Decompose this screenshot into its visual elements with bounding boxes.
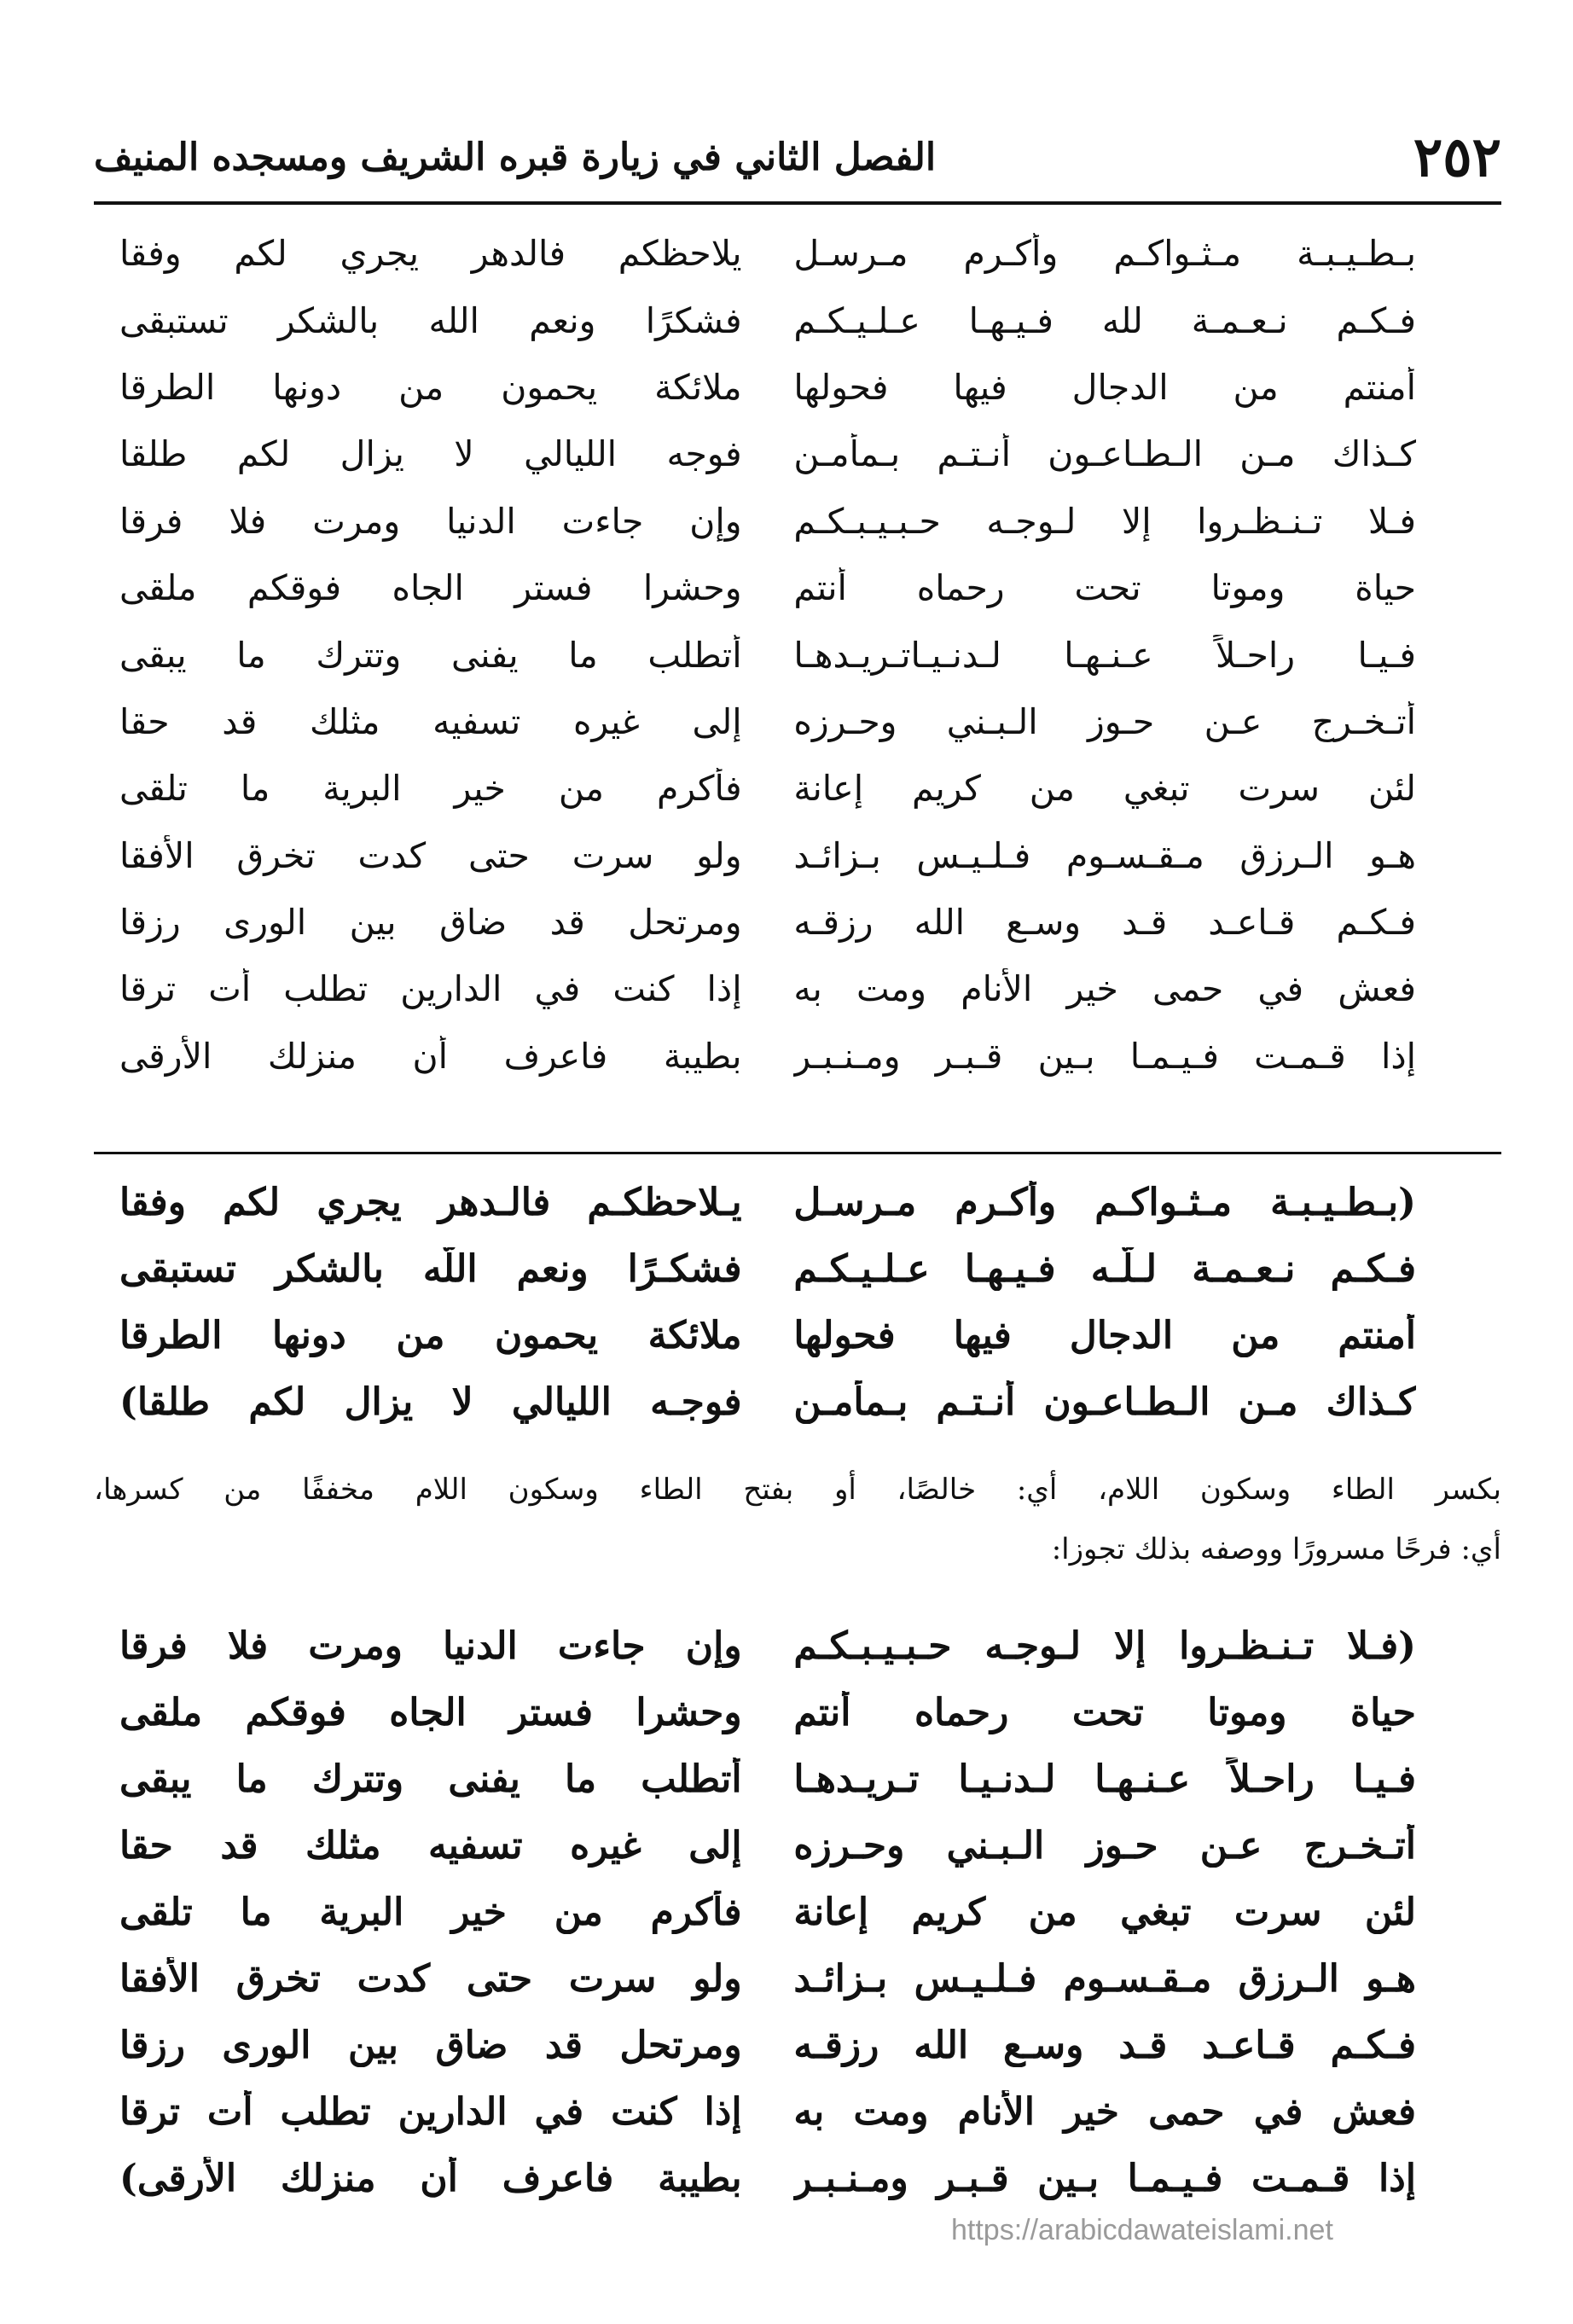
verse xyxy=(119,488,1416,555)
hemistich-first: فعش في حمى خير الأنام ومت به xyxy=(793,968,1416,1010)
page-header xyxy=(94,119,1501,196)
watermark-url: https://arabicdawateislami.net xyxy=(951,2214,1333,2246)
verse xyxy=(119,2145,1416,2211)
verse xyxy=(119,555,1416,621)
hemistich-second: ولو سرت حتى كدت تخرق الأفقا xyxy=(119,1956,742,2001)
hemistich-second: فشكـرًا ونعم اللّه بالشكر تستبقى xyxy=(119,1246,742,1291)
verse xyxy=(119,822,1416,889)
hemistich-first: كـذاك مـن الـطـاعـون أنـتـم بـمأمـن xyxy=(793,1380,1416,1424)
hemistich-second: وحشرا فستر الجاه فوقكم ملقى xyxy=(119,1690,742,1734)
verse xyxy=(119,2078,1416,2145)
header-rule xyxy=(94,201,1501,205)
poem-commentary-quote-1 xyxy=(119,1169,1416,1435)
hemistich-second: يلاحظكم فالدهر يجري لكم وفقا xyxy=(119,233,742,275)
hemistich-second: يـلاحظكـم فالـدهر يجري لكم وفقا xyxy=(119,1180,742,1224)
hemistich-second: إلى غيره تسفيه مثلك قد حقا xyxy=(119,1823,742,1868)
hemistich-first: فـيـا راحـلاً عـنـهـا لـدنـيـا تـريـدهـا xyxy=(793,1757,1416,1801)
poem-commentary-quote-2 xyxy=(119,1612,1416,2278)
hemistich-first: فعش في حمى خير الأنام ومت به xyxy=(793,2089,1416,2134)
verse xyxy=(119,1679,1416,1746)
hemistich-second: ومرتحل قد ضاق بين الورى رزقا xyxy=(119,2023,742,2067)
hemistich-first: لئن سرت تبغي من كريم إعانة xyxy=(793,1890,1416,1934)
verse xyxy=(119,1746,1416,1812)
hemistich-first: أتـخـرج عـن حـوز الـبـني وحـرزه xyxy=(793,700,1416,742)
verse xyxy=(119,354,1416,421)
hemistich-first: فـيـا راحـلاً عـنـهـا لـدنـيـاتـريـدهـا xyxy=(793,634,1416,676)
verse xyxy=(119,889,1416,956)
verse xyxy=(119,956,1416,1022)
commentary-line: بكسر الطاء وسكون اللام، أي: خالصًا، أو بفتح الطاء وسكون اللام مخففًا من كسرها، xyxy=(94,1473,1501,1507)
hemistich-second: ملائكة يحمون من دونها الطرقا xyxy=(119,366,742,408)
hemistich-second: وإن جاءت الدنيا ومرت فلا فرقا xyxy=(119,500,742,542)
hemistich-first: حياة وموتا تحت رحماه أنتم xyxy=(793,567,1416,609)
hemistich-first: هـو الـرزق مـقـسـوم فـلـيـس بـزائـد xyxy=(793,1956,1416,2001)
verse xyxy=(119,1169,1416,1235)
hemistich-second: ملائكة يحمون من دونها الطرقا xyxy=(119,1313,742,1357)
hemistich-first: فـكـم قـاعـد قـد وسـع الله رزقـه xyxy=(793,2023,1416,2067)
hemistich-second: فوجه الليالي لا يزال لكم طلقا xyxy=(119,433,742,475)
hemistich-first: فـلا تـنـظـروا إلا لـوجـه حـبـيـبـكـم xyxy=(793,500,1416,542)
hemistich-first: فـكـم نـعـمـة لـلّـه فـيـهـا عـلـيـكـم xyxy=(793,1246,1416,1291)
commentary-line: أي: فرحًا مسرورًا ووصفه بذلك تجوزا: xyxy=(1051,1532,1501,1566)
hemistich-second: وحشرا فستر الجاه فوقكم ملقى xyxy=(119,567,742,609)
hemistich-second: بطيبة فاعرف أن منزلك الأرقى) xyxy=(119,2156,742,2200)
hemistich-second: فشكرًا ونعم الله بالشكر تستبقى xyxy=(119,299,742,341)
verse xyxy=(119,1612,1416,1679)
poem-main-text xyxy=(119,220,1416,1090)
hemistich-first: إذا قـمـت فـيـمـا بـين قـبـر ومـنـبـر xyxy=(793,2156,1416,2200)
running-title: الفصل الثاني في زيارة قبره الشريف ومسجده المنيف xyxy=(94,136,937,179)
hemistich-first: حياة وموتا تحت رحماه أنتم xyxy=(793,1690,1416,1734)
hemistich-first: أمنتم من الدجال فيها فحولها xyxy=(793,1313,1416,1357)
verse xyxy=(119,1302,1416,1368)
hemistich-second: فأكرم من خير البرية ما تلقى xyxy=(119,1890,742,1934)
verse xyxy=(119,1023,1416,1089)
hemistich-first: فـكـم قـاعـد قـد وسـع الله رزقـه xyxy=(793,902,1416,944)
verse xyxy=(119,287,1416,353)
verse xyxy=(119,1945,1416,2012)
hemistich-first: أمنتم من الدجال فيها فحولها xyxy=(793,366,1416,408)
verse xyxy=(119,755,1416,822)
hemistich-second: إذا كنت في الدارين تطلب أت ترقا xyxy=(119,2089,742,2134)
hemistich-second: وإن جاءت الدنيا ومرت فلا فرقا xyxy=(119,1624,742,1668)
page-number: ٢٥٢ xyxy=(1413,125,1501,189)
verse xyxy=(119,688,1416,755)
hemistich-second: بطيبة فاعرف أن منزلك الأرقى xyxy=(119,1035,742,1077)
hemistich-first: (بـطـيـبـة مـثـواكـم وأكـرم مـرسـل xyxy=(793,1180,1416,1224)
hemistich-first: فـكـم نـعـمـة لله فـيـهـا عـلـيـكـم xyxy=(793,299,1416,341)
hemistich-second: ومرتحل قد ضاق بين الورى رزقا xyxy=(119,902,742,944)
hemistich-second: إلى غيره تسفيه مثلك قد حقا xyxy=(119,700,742,742)
hemistich-first: هـو الـرزق مـقـسـوم فـلـيـس بـزائـد xyxy=(793,834,1416,876)
verse xyxy=(119,2012,1416,2078)
hemistich-second: فوجـه الليالي لا يزال لكم طلقا) xyxy=(119,1380,742,1424)
verse xyxy=(119,1235,1416,1302)
verse xyxy=(119,1812,1416,1879)
hemistich-first: أتـخـرج عـن حـوز الـبـني وحـرزه xyxy=(793,1823,1416,1868)
hemistich-second: فأكرم من خير البرية ما تلقى xyxy=(119,768,742,810)
hemistich-second: ولو سرت حتى كدت تخرق الأفقا xyxy=(119,834,742,876)
hemistich-first: كـذاك مـن الـطـاعـون أنـتـم بـمأمـن xyxy=(793,433,1416,475)
hemistich-second: إذا كنت في الدارين تطلب أت ترقا xyxy=(119,968,742,1010)
verse xyxy=(119,421,1416,487)
text-commentary-divider xyxy=(94,1152,1501,1154)
hemistich-first: بـطـيـبـة مـثـواكـم وأكـرم مـرسـل xyxy=(793,233,1416,275)
hemistich-first: لئن سرت تبغي من كريم إعانة xyxy=(793,768,1416,810)
verse xyxy=(119,220,1416,287)
hemistich-first: (فـلا تـنـظـروا إلا لـوجـه حـبـيـبـكـم xyxy=(793,1624,1416,1668)
hemistich-first: إذا قـمـت فـيـمـا بـين قـبـر ومـنـبـر xyxy=(793,1035,1416,1077)
verse xyxy=(119,1879,1416,1945)
hemistich-second: أتطلب ما يفنى وتترك ما يبقى xyxy=(119,634,742,676)
verse xyxy=(119,621,1416,688)
hemistich-second: أتطلب ما يفنى وتترك ما يبقى xyxy=(119,1757,742,1801)
verse xyxy=(119,1368,1416,1435)
